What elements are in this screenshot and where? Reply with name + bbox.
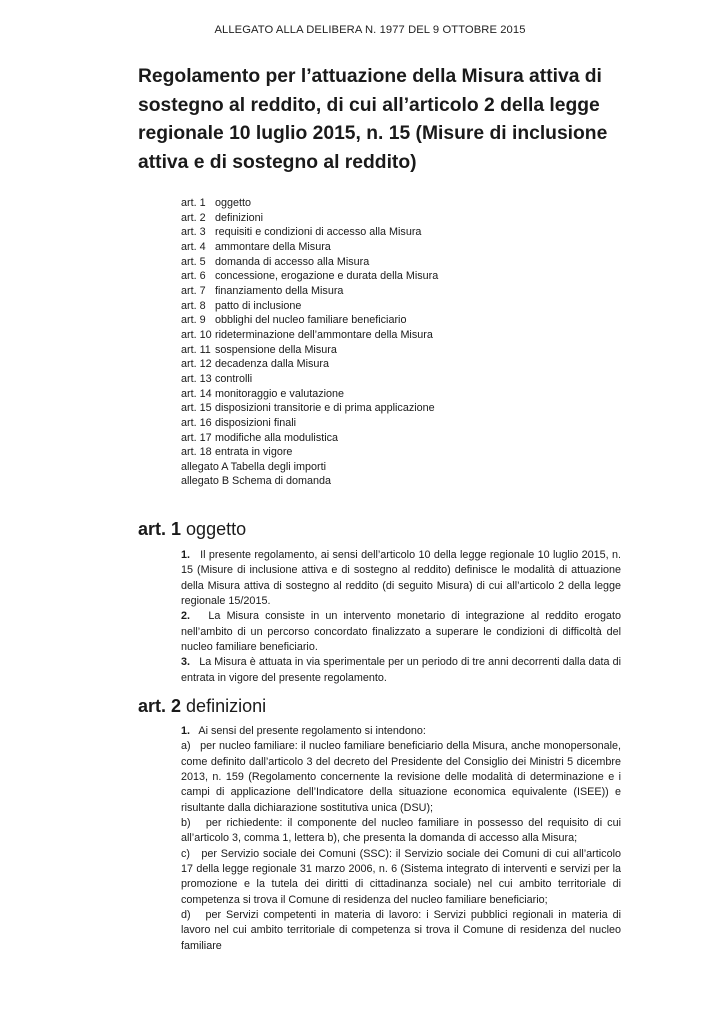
toc-item-label: entrata in vigore [215, 446, 293, 459]
toc-item-number: art. 12 [181, 358, 212, 371]
toc-item-label: monitoraggio e valutazione [215, 387, 345, 400]
toc-annex: allegato B Schema di domanda [181, 475, 332, 488]
toc-item-number: art. 14 [181, 387, 212, 400]
toc-item-label: rideterminazione dell’ammontare della Misura [215, 328, 433, 341]
toc-item-number: art. 18 [181, 446, 212, 459]
toc-item-number: art. 8 [181, 299, 206, 312]
toc-item-number: art. 3 [181, 226, 206, 239]
toc-item-number: art. 5 [181, 255, 206, 268]
toc-item [181, 445, 621, 460]
art1-paragraph [181, 655, 621, 686]
toc-item-label: ammontare della Misura [215, 240, 331, 253]
paragraph-text: Ai sensi del presente regolamento si intendono: [198, 725, 426, 737]
document-title: Regolamento per l’attuazione della Misura attiva di sostegno al reddito, di cui all’articolo 2 della legge regionale 10 luglio 2015, n. 15 (Misure di inclusione attiva e di sostegno al reddito) [138, 66, 608, 173]
toc-item-number: art. 2 [181, 211, 206, 224]
paragraph-number: 1. [181, 725, 191, 737]
toc-item [181, 255, 621, 270]
art1-heading [138, 517, 246, 541]
toc-item-number: art. 6 [181, 270, 206, 283]
toc-item-label: finanziamento della Misura [215, 284, 344, 297]
toc-item [181, 328, 621, 343]
toc-item-number: art. 4 [181, 240, 206, 253]
table-of-contents [181, 196, 621, 489]
definition-item: a) per nucleo familiare: il nucleo familiare beneficiario della Misura, anche monopersonale, come definito dall’articolo 3 del decreto del Presidente del Consiglio dei Ministri 5 dicembre 2013, n. 159 (Regolamento concernente la revisione delle modalità di determinazione e i campi di applicazione dell’Indicatore della situazione economica equivalente (ISEE)) e risultante dalla dichiarazione sostitutiva unica (DSU); [181, 740, 621, 814]
toc-item-number: art. 9 [181, 314, 206, 327]
toc-item [181, 225, 621, 240]
toc-item-label: requisiti e condizioni di accesso alla Misura [215, 226, 422, 239]
toc-item-label: disposizioni finali [215, 416, 297, 429]
toc-item [181, 240, 621, 255]
art2-intro [181, 724, 621, 739]
toc-item [181, 401, 621, 416]
art2-label: art. 2 [138, 696, 182, 716]
art1-paragraph [181, 609, 621, 655]
toc-item-label: decadenza dalla Misura [215, 358, 330, 371]
toc-item [181, 431, 621, 446]
toc-item-label: modifiche alla modulistica [215, 431, 339, 444]
toc-item [181, 313, 621, 328]
toc-item [181, 299, 621, 314]
toc-item-label: patto di inclusione [215, 299, 302, 312]
toc-item [181, 269, 621, 284]
toc-item-label: definizioni [215, 211, 264, 224]
toc-item [181, 211, 621, 226]
art2-heading [138, 694, 266, 718]
toc-item-number: art. 1 [181, 197, 206, 209]
art1-paragraph [181, 548, 621, 609]
toc-item-label: disposizioni transitorie e di prima applicazione [215, 402, 435, 415]
toc-item [181, 387, 621, 402]
toc-item-label: sospensione della Misura [215, 343, 337, 356]
toc-item-label: oggetto [215, 197, 252, 209]
art1-body [181, 548, 621, 686]
paragraph-number: 2. [181, 610, 191, 623]
toc-item [181, 357, 621, 372]
toc-item [181, 343, 621, 358]
toc-item [181, 416, 621, 431]
definition-item: d) per Servizi competenti in materia di lavoro: i Servizi pubblici regionali in materia di lavoro nel cui ambito territoriale di competenza si trova il Comune di residenza del nucleo familiare [181, 909, 621, 952]
toc-item [181, 196, 621, 211]
toc-item [181, 284, 621, 299]
paragraph-text: La Misura consiste in un intervento monetario di integrazione al reddito erogato nell’ambito di un percorso concordato finalizzato a superare le condizioni di difficoltà del nucleo familiare beneficiario. [181, 610, 621, 654]
art2-body [181, 724, 621, 954]
toc-item-number: art. 7 [181, 284, 206, 297]
toc-item-label: domanda di accesso alla Misura [215, 255, 370, 268]
toc-item-number: art. 13 [181, 372, 212, 385]
art1-title: oggetto [186, 519, 247, 539]
toc-item-number: art. 10 [181, 328, 212, 341]
toc-item-number: art. 17 [181, 431, 212, 444]
paragraph-text: La Misura è attuata in via sperimentale per un periodo di tre anni decorrenti dalla data di entrata in vigore del presente regolamento. [181, 656, 622, 684]
toc-item-label: concessione, erogazione e durata della Misura [215, 270, 439, 283]
toc-item-number: art. 16 [181, 416, 212, 429]
definition-item: b) per richiedente: il componente del nucleo familiare in possesso del requisito di cui all’articolo 3, comma 1, lettera b), che presenta la domanda di accesso alla Misura; [181, 817, 621, 845]
toc-item-label: controlli [215, 372, 253, 385]
paragraph-text: Il presente regolamento, ai sensi dell’articolo 10 della legge regionale 10 luglio 2015, n. 15 (Misure di inclusione attiva e di sostegno al reddito) definisce le modalità di attuazione della Misura attiva di sostegno al reddito (di seguito Misura) di cui all’articolo 2 della legge regionale 15/2015. [181, 549, 621, 608]
toc-item-label: obblighi del nucleo familiare beneficiario [215, 314, 407, 327]
document-header: ALLEGATO ALLA DELIBERA N. 1977 DEL 9 OTTOBRE 2015 [214, 24, 526, 36]
paragraph-number: 3. [181, 656, 191, 669]
toc-item [181, 372, 621, 387]
art2-title: definizioni [186, 696, 267, 716]
paragraph-number: 1. [181, 549, 191, 561]
toc-annex: allegato A Tabella degli importi [181, 460, 327, 473]
art1-label: art. 1 [138, 519, 182, 539]
definition-item: c) per Servizio sociale dei Comuni (SSC): il Servizio sociale dei Comuni di cui all’articolo 17 della legge regionale 31 marzo 2006, n. 6 (Sistema integrato di interventi e servizi per la promozione e la tutela dei diritti di cittadinanza sociale) nel cui ambito territoriale di competenza si trova il Comune di residenza del nucleo familiare beneficiario; [181, 847, 621, 906]
toc-item-number: art. 15 [181, 402, 212, 415]
toc-item-number: art. 11 [181, 343, 211, 356]
